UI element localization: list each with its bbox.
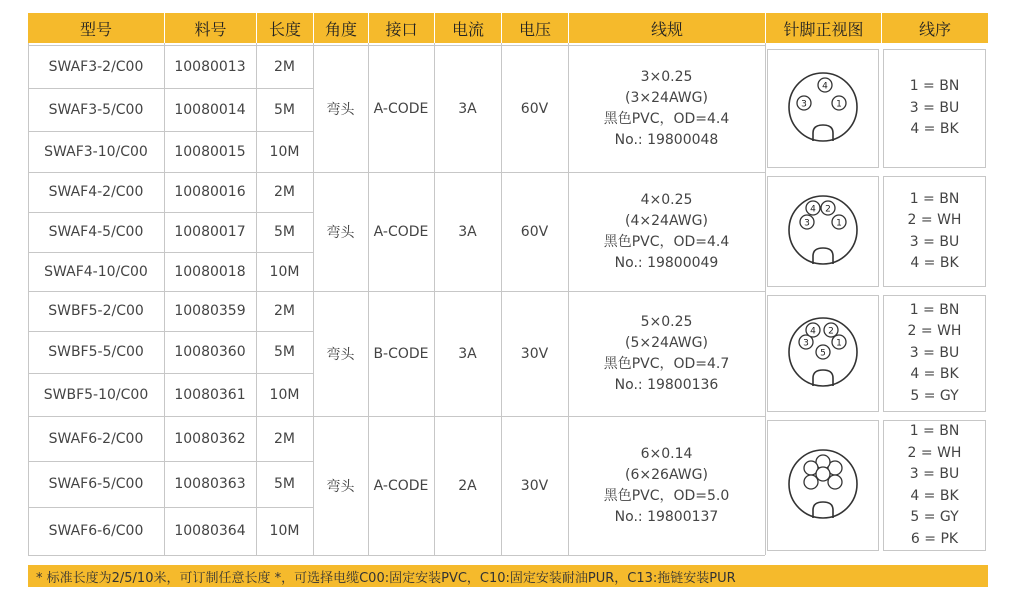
cell-part: 10080017 [174, 224, 246, 240]
cell-current: 3A [458, 345, 477, 362]
cable-line: No.: 19800136 [614, 376, 719, 393]
connector-3-pin-icon [765, 45, 881, 172]
wire-entry: 2 = WH [907, 444, 962, 461]
svg-text:2: 2 [828, 326, 834, 336]
cell-model: SWBF5-10/C00 [43, 386, 149, 403]
cell-length: 5M [274, 344, 295, 360]
svg-text:5: 5 [820, 348, 826, 358]
cable-line: No.: 19800048 [614, 131, 719, 148]
cell-part: 10080015 [174, 143, 246, 160]
cable-line: 4×0.25 [640, 191, 693, 208]
svg-text:1: 1 [836, 218, 842, 228]
svg-text:1: 1 [836, 338, 842, 348]
connector-6-pin-icon [765, 416, 881, 555]
connector-4-pin-icon [765, 172, 881, 291]
svg-text:3: 3 [804, 218, 810, 228]
cable-line: 6×0.14 [640, 445, 693, 462]
cell-wire-order [881, 45, 988, 172]
svg-text:2: 2 [825, 204, 831, 214]
cell-wire-order [881, 416, 988, 555]
cell-length: 10M [269, 143, 300, 160]
wire-entry: 4 = BK [910, 366, 959, 383]
cell-model: SWAF4-2/C00 [48, 184, 144, 200]
cable-line: 黑色PVC，OD=4.4 [603, 110, 730, 127]
wire-entry: 3 = BU [909, 466, 960, 482]
cell-model: SWBF5-5/C00 [48, 344, 144, 360]
cell-length: 10M [269, 386, 300, 403]
cell-part: 10080018 [174, 263, 246, 280]
cell-interface: A-CODE [373, 223, 429, 240]
svg-text:4: 4 [822, 81, 828, 91]
group-divider [313, 555, 765, 556]
cell-length: 2M [274, 303, 295, 319]
cell-current: 3A [458, 100, 477, 117]
wire-entry: 3 = BU [909, 99, 960, 116]
cell-voltage: 60V [520, 100, 549, 117]
cell-voltage: 30V [520, 477, 549, 494]
cell-voltage: 60V [520, 223, 549, 240]
header-model: 型号 [28, 13, 164, 43]
cable-line: (3×24AWG) [625, 89, 708, 106]
cell-model: SWAF6-6/C00 [48, 523, 144, 539]
cell-part: 10080013 [174, 58, 246, 75]
cell-cable-spec [568, 45, 765, 172]
cell-angle: 弯头 [326, 478, 355, 495]
cable-line: 黑色PVC，OD=4.7 [603, 355, 730, 372]
cell-current: 2A [458, 477, 477, 494]
cell-interface: B-CODE [373, 345, 429, 362]
svg-text:3: 3 [803, 338, 809, 348]
cell-interface: A-CODE [373, 100, 429, 117]
cell-length: 10M [269, 263, 300, 280]
cable-line: 黑色PVC，OD=4.4 [603, 233, 730, 250]
connector-5-pin-icon [765, 291, 881, 416]
header-interface: 接口 [369, 13, 434, 43]
wire-entry: 5 = GY [910, 509, 959, 525]
cell-length: 5M [274, 224, 295, 240]
header-angle: 角度 [314, 13, 368, 43]
cell-part: 10080364 [174, 523, 246, 539]
cable-line: 5×0.25 [640, 313, 693, 330]
cell-wire-order [881, 172, 988, 291]
svg-text:4: 4 [810, 326, 816, 336]
cell-part: 10080014 [174, 101, 246, 118]
row-divider [28, 555, 313, 556]
wire-entry: 3 = BU [909, 344, 960, 361]
cell-length: 2M [274, 58, 295, 75]
cell-part: 10080361 [174, 386, 246, 403]
wire-entry: 1 = BN [909, 423, 960, 439]
cell-angle: 弯头 [326, 101, 355, 118]
wire-entry: 6 = PK [910, 530, 959, 547]
header-pinview: 针脚正视图 [766, 13, 881, 43]
cell-angle: 弯头 [326, 346, 355, 363]
svg-text:4: 4 [810, 204, 816, 214]
cell-length: 5M [274, 101, 295, 118]
svg-text:1: 1 [836, 99, 842, 109]
cell-model: SWAF4-5/C00 [48, 224, 144, 240]
cell-angle: 弯头 [326, 224, 355, 241]
cell-length: 2M [274, 430, 295, 447]
cell-cable-spec [568, 172, 765, 291]
pin-diagram-4 [773, 182, 873, 282]
cable-line: 3×0.25 [640, 68, 693, 85]
wire-entry: 4 = BK [910, 487, 959, 504]
wire-entry: 1 = BN [909, 78, 960, 95]
cell-length: 10M [269, 523, 300, 539]
cell-cable-spec [568, 291, 765, 416]
header-wires: 线序 [882, 13, 988, 43]
cell-part: 10080360 [174, 344, 246, 360]
svg-text:3: 3 [801, 99, 807, 109]
wire-entry: 2 = WH [907, 323, 962, 340]
header-voltage: 电压 [502, 13, 568, 43]
wire-entry: 1 = BN [909, 190, 960, 207]
pin-diagram-3 [773, 59, 873, 159]
pin-diagram-5 [773, 304, 873, 404]
cell-model: SWAF6-2/C00 [48, 430, 144, 447]
cell-model: SWAF3-2/C00 [48, 58, 144, 75]
cell-model: SWAF4-10/C00 [44, 263, 148, 280]
cell-model: SWAF3-10/C00 [44, 143, 148, 160]
cell-voltage: 30V [520, 345, 549, 362]
cell-cable-spec [568, 416, 765, 555]
cable-line: No.: 19800049 [614, 254, 719, 271]
wire-entry: 3 = BU [909, 233, 960, 250]
wire-entry: 1 = BN [909, 301, 960, 318]
pin-diagram-6 [773, 436, 873, 536]
wire-entry: 2 = WH [907, 212, 962, 228]
header-cable: 线规 [569, 13, 765, 43]
cable-line: (4×24AWG) [625, 212, 708, 229]
cell-wire-order [881, 291, 988, 416]
header-part: 料号 [165, 13, 256, 43]
cell-length: 5M [274, 476, 295, 492]
cell-current: 3A [458, 223, 477, 240]
footer-note: * 标准长度为2/5/10米，可订制任意长度 *，可选择电缆C00:固定安装PVC，C10:固定安装耐油PUR，C13:拖链安装PUR [28, 565, 988, 587]
cable-line: 黑色PVC，OD=5.0 [603, 487, 730, 504]
cable-line: (6×26AWG) [625, 466, 708, 483]
wire-entry: 4 = BK [910, 121, 959, 138]
cell-part: 10080362 [174, 430, 246, 447]
cell-length: 2M [274, 184, 295, 200]
cable-line: (5×24AWG) [625, 334, 708, 351]
cell-part: 10080016 [174, 184, 246, 200]
header-length: 长度 [257, 13, 313, 43]
cell-interface: A-CODE [373, 477, 429, 494]
wire-entry: 5 = GY [910, 387, 959, 404]
cell-model: SWBF5-2/C00 [48, 303, 144, 319]
cell-model: SWAF3-5/C00 [48, 101, 144, 118]
wire-entry: 4 = BK [910, 255, 959, 271]
cable-line: No.: 19800137 [614, 508, 719, 525]
cell-model: SWAF6-5/C00 [48, 476, 144, 492]
cell-part: 10080359 [174, 303, 246, 319]
cell-part: 10080363 [174, 476, 246, 492]
header-current: 电流 [435, 13, 501, 43]
